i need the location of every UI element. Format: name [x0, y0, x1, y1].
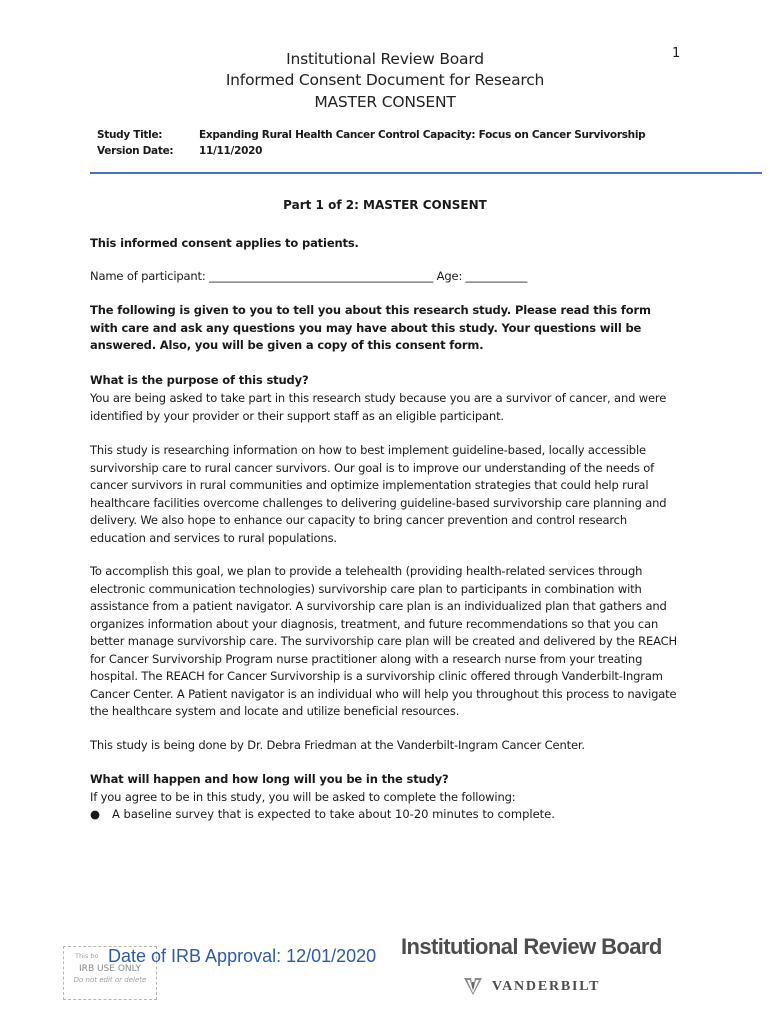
header-divider — [90, 172, 762, 174]
version-date-label: Version Date: — [97, 145, 174, 157]
intro-paragraph: The following is given to you to tell you about this research study. Please read this form with care and ask any questions you may have about this study. Your questions will be answered. Also, you will be given a copy of this consent form. — [90, 303, 651, 352]
irb-logo-title: Institutional Review Board — [401, 934, 662, 959]
happen-intro: If you agree to be in this study, you will be asked to complete the following: — [90, 790, 516, 804]
bullet-item — [90, 806, 555, 824]
purpose-heading: What is the purpose of this study? — [90, 373, 309, 387]
participant-fields: Name of participant: ________________________________________ Age: ___________ — [90, 269, 528, 283]
purpose-paragraph-2: This study is researching information on how to best implement guideline-based, locally accessible survivorship care to rural cancer survivors. Our goal is to improve our understanding of the needs of cancer survivors in rural communities and optimize implementation strategies that could help rural healthcare facilities overcome challenges to delivering guideline-based survivorship care planning and delivery. We also hope to enhance our capacity to bring cancer prevention and control research education and services to rural populations. — [90, 443, 667, 545]
purpose-paragraph-3: To accomplish this goal, we plan to provide a telehealth (providing health-related services through electronic communication technologies) survivorship care plan to participants in combination with assistance from a patient navigator. A survivorship care plan is an individualized plan that gathers and organizes information about your diagnosis, treatment, and future recommendations so that you can better manage survivorship care. The survivorship care plan will be created and delivered by the REACH for Cancer Survivorship Program nurse practitioner along with a research nurse from your treating hospital. The REACH for Cancer Survivorship is a survivorship clinic offered through Vanderbilt-Ingram Cancer Center. A Patient navigator is an individual who will help you throughout this process to navigate the healthcare system and locate and utilize beneficial resources. — [90, 564, 677, 718]
header-master-consent: MASTER CONSENT — [314, 93, 456, 111]
purpose-paragraph-4: This study is being done by Dr. Debra Friedman at the Vanderbilt-Ingram Cancer Center. — [90, 738, 585, 752]
happen-heading: What will happen and how long will you be in the study? — [90, 772, 449, 786]
irb-approval-date: Date of IRB Approval: 12/01/2020 — [108, 946, 377, 966]
study-title-label: Study Title: — [97, 129, 163, 141]
version-date-value: 11/11/2020 — [199, 145, 263, 157]
vanderbilt-v-icon — [463, 976, 483, 996]
stamp-top-text: This bo — [75, 952, 99, 960]
study-title-value: Expanding Rural Health Cancer Control Capacity: Focus on Cancer Survivorship — [199, 129, 646, 141]
header-irb: Institutional Review Board — [286, 50, 484, 68]
vanderbilt-wordmark: VANDERBILT — [492, 979, 601, 994]
purpose-paragraph-1: You are being asked to take part in this research study because you are a survivor of cancer, and were identified by your provider or their support staff as an eligible participant. — [90, 391, 667, 423]
bullet-text: A baseline survey that is expected to take about 10-20 minutes to complete. — [112, 807, 555, 821]
stamp-irb-use-only: IRB USE ONLY — [79, 964, 141, 974]
applies-statement: This informed consent applies to patients. — [90, 236, 359, 250]
stamp-do-not-edit: Do not edit or delete — [73, 976, 147, 984]
header-document-type: Informed Consent Document for Research — [225, 71, 545, 89]
bullet-dot-icon: ● — [90, 807, 101, 821]
part-title: Part 1 of 2: MASTER CONSENT — [283, 198, 487, 212]
page-number: 1 — [672, 46, 681, 61]
